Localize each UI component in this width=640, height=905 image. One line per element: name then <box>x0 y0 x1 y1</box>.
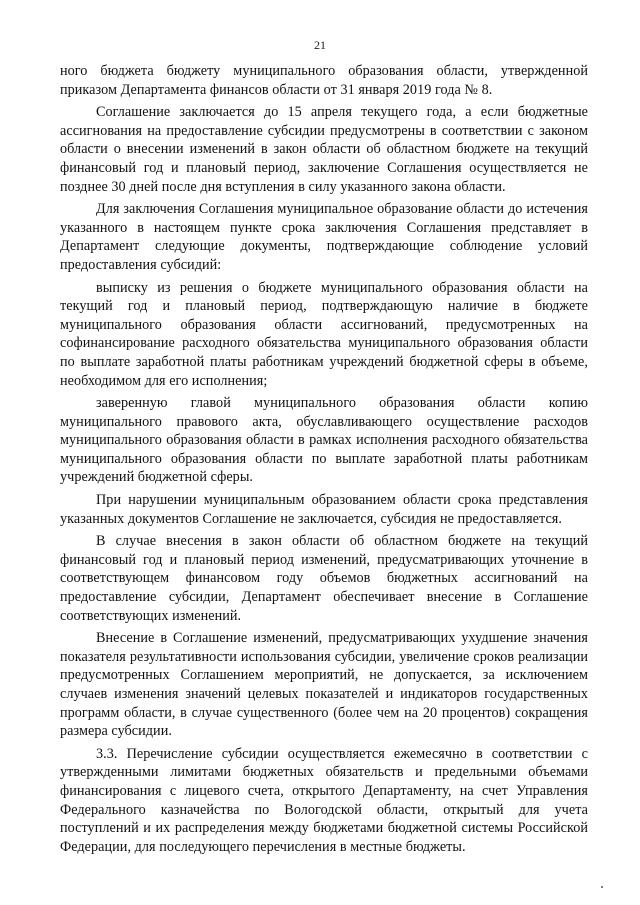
document-body <box>60 62 588 860</box>
paragraph-deadline-violation: При нарушении муниципальным образованием области срока представления указанных документов Соглашение не заключается, субсидия не предоставляется. <box>60 492 588 527</box>
paragraph-agreement-deadline: Соглашение заключается до 15 апреля текущего года, а если бюджетные ассигнования на предоставление субсидии предусмотрены в соответствии с законом области о внесении изменений в закон области об областном бюджете на текущий финансовый год и плановый период, заключение Соглашения осуществляется не позднее 30 дней после дня вступления в силу указанного закона области. <box>60 104 588 195</box>
scan-speck <box>601 886 603 888</box>
paragraph-subsidy-transfer: 3.3. Перечисление субсидии осуществляется ежемесячно в соответствии с утвержденными лимитами бюджетных обязательств и предельными объемами финансирования с лицевого счета, открытого Департаменту, на счет Управления Федерального казначейства по Вологодской области, открытый для учета поступлений и их распределения между бюджетами бюджетной системы Российской Федерации, для последующего перечисления в местные бюджеты. <box>60 745 588 855</box>
paragraph-budget-extract: выписку из решения о бюджете муниципального образования области на текущий год и плановый период, подтверждающую наличие в бюджете муниципального образования области ассигнований, предусмотренных на софинансирование расходного обязательства муниципального образования области по выплате заработной платы работникам учреждений бюджетной сферы в объеме, необходимом для его исполнения; <box>60 279 588 389</box>
paragraph-budget-amendments: В случае внесения в закон области об областном бюджете на текущий финансовый год и плановый период изменений, предусматривающих уточнение в соответствующем финансовом году объемов бюджетных ассигнований на предоставление субсидии, Департамент обеспечивает внесение в Соглашение соответствующих изменений. <box>60 533 588 624</box>
paragraph-agreement-changes: Внесение в Соглашение изменений, предусматривающих ухудшение значения показателя результативности использования субсидии, увеличение сроков реализации предусмотренных Соглашением мероприятий, не допускается, за исключением случаев изменения значений целевых показателей и индикаторов государственных программ области, в случае существенного (более чем на 20 процентов) сокращения размера субсидии. <box>60 630 588 740</box>
paragraph-required-documents: Для заключения Соглашения муниципальное образование области до истечения указанного в настоящем пункте срока заключения Соглашения представляет в Департамент следующие документы, подтверждающие соблюдение условий предоставления субсидий: <box>60 201 588 273</box>
paragraph-continuation: ного бюджета бюджету муниципального образования области, утвержденной приказом Департамента финансов области от 31 января 2019 года № 8. <box>60 63 588 98</box>
paragraph-legal-act-copy: заверенную главой муниципального образования области копию муниципального правового акта, обуславливающего осуществление расходов муниципального образования области в рамках исполнения расходного обязательства муниципального образования области по выплате заработной платы работникам учреждений бюджетной сферы. <box>60 395 588 486</box>
page-number: 21 <box>314 38 326 52</box>
